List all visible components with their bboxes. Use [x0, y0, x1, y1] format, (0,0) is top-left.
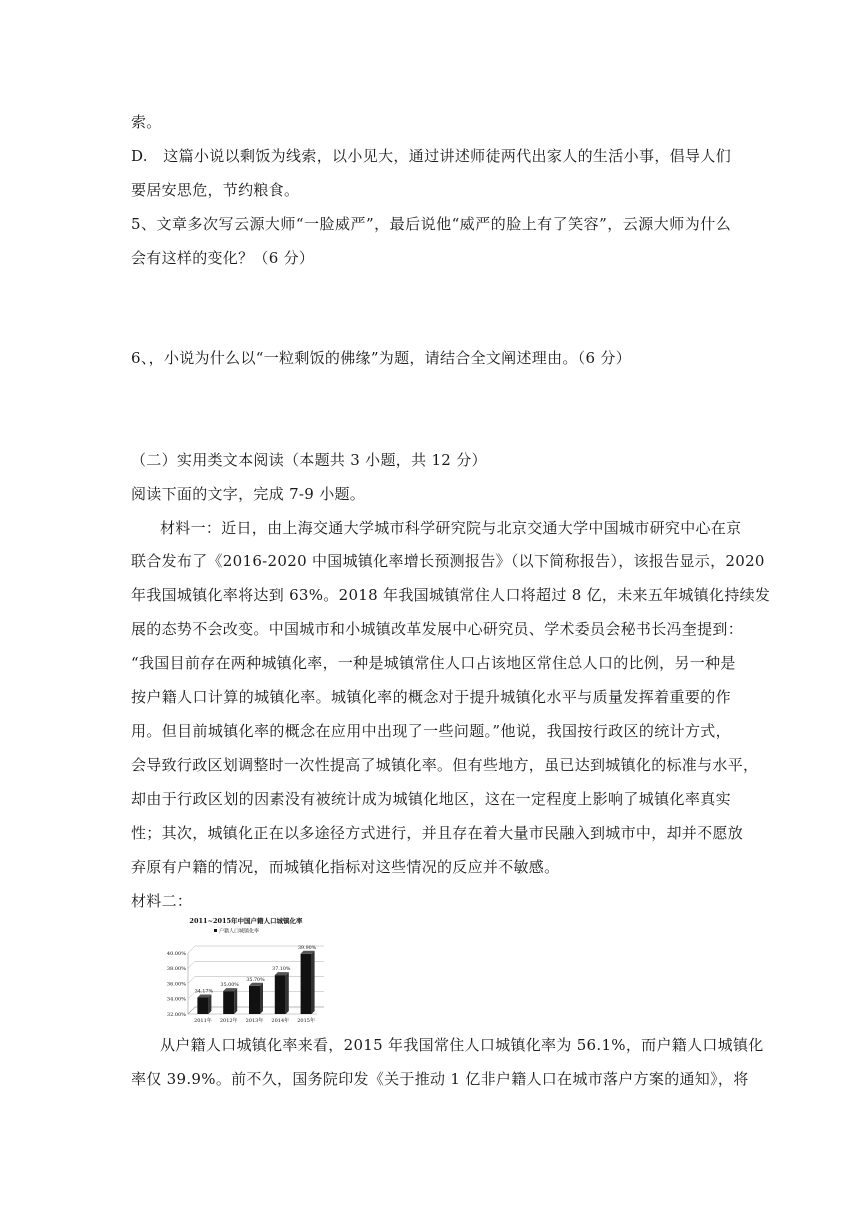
text-line: 从户籍人口城镇化率来看，2015 年我国常住人口城镇化率为 56.1%，而户籍人口城镇化	[160, 1036, 764, 1054]
question-5-line: 5、文章多次写云源大师“一脸威严”，最后说他“威严的脸上有了笑容”，云源大师为什么	[131, 215, 731, 233]
x-tick-label: 2013年	[245, 1018, 264, 1024]
text-line: 展的态势不会改变。中国城市和小城镇改革发展中心研究员、学术委员会秘书长冯奎提到：	[131, 620, 744, 638]
data-label: 37.10%	[272, 967, 291, 973]
x-tick-label: 2014年	[271, 1018, 290, 1024]
bar-side	[208, 994, 211, 1014]
text-line: 却由于行政区划的因素没有被统计成为城镇化地区，这在一定程度上影响了城镇化率真实	[131, 790, 731, 808]
y-tick-label: 32.00%	[166, 1011, 186, 1018]
x-tick-label: 2015年	[297, 1018, 315, 1024]
instruction-line: 阅读下面的文字，完成 7-9 小题。	[131, 485, 366, 503]
text-line: “我国目前存在两种城镇化率，一种是城镇常住人口占该地区常住总人口的比例，另一种是	[131, 654, 736, 672]
question-6-line: 6、，小说为什么以“一粒剩饭的佛缘”为题，请结合全文阐述理由。（6 分）	[131, 349, 631, 367]
bar	[223, 991, 234, 1014]
bar	[275, 975, 286, 1014]
x-tick-label: 2011年	[194, 1018, 212, 1024]
data-label: 39.90%	[297, 945, 317, 951]
text-line: 会导致行政区划调整时一次性提高了城镇化率。但有些地方，虽已达到城镇化的标准与水平，	[131, 756, 759, 774]
text-line: 会有这样的变化？（6 分）	[131, 249, 315, 267]
bar	[197, 997, 208, 1014]
y-tick-label: 36.00%	[166, 981, 186, 988]
bar-side	[312, 951, 315, 1014]
legend-label: 户籍人口城镇化率	[219, 928, 260, 935]
text-line: 弃原有户籍的情况，而城镇化指标对这些情况的反应并不敏感。	[131, 858, 560, 876]
legend-swatch	[214, 929, 217, 932]
data-label: 35.70%	[246, 977, 265, 983]
text-line: 性；其次，城镇化正在以多途径方式进行，并且存在着大量市民融入到城市中，却并不愿放	[131, 824, 744, 842]
data-label: 34.17%	[194, 989, 214, 995]
y-tick-label: 34.00%	[166, 996, 186, 1003]
material-one-line: 材料一：近日，由上海交通大学城市科学研究院与北京交通大学中国城市研究中心在京	[160, 519, 742, 537]
text-line: 要居安思危，节约粮食。	[131, 181, 300, 199]
bar-chart-svg	[156, 913, 336, 1028]
option-d-line: D. 这篇小说以剩饭为线索，以小见大，通过讲述师徒两代出家人的生活小事，倡导人们	[131, 147, 731, 165]
text-line: 率仅 39.9%。前不久，国务院印发《关于推动 1 亿非户籍人口在城市落户方案的通知》，将	[131, 1070, 749, 1088]
bar-side	[234, 988, 237, 1014]
data-label: 35.00%	[220, 983, 239, 989]
y-tick-label: 40.00%	[166, 950, 186, 957]
section-heading: （二）实用类文本阅读（本题共 3 小题，共 12 分）	[131, 451, 487, 469]
text-line: 索。	[131, 113, 162, 131]
text-line: 年我国城镇化率将达到 63%。2018 年我国城镇常住人口将超过 8 亿，未来五年城镇化持续发	[131, 586, 771, 604]
text-line: 联合发布了《2016-2020 中国城镇化率增长预测报告》（以下简称报告），该报告显示，2020	[131, 552, 765, 570]
x-tick-label: 2012年	[219, 1018, 238, 1024]
bar-chart	[156, 913, 336, 1028]
text-line: 用。但目前城镇化率的概念在应用中出现了一些问题。”他说，我国按行政区的统计方式，	[131, 722, 731, 740]
bar	[249, 986, 260, 1014]
bar	[301, 954, 312, 1014]
text-line: 按户籍人口计算的城镇化率。城镇化率的概念对于提升城镇化水平与质量发挥着重要的作	[131, 688, 731, 706]
bar-side	[286, 972, 289, 1014]
bar-side	[260, 983, 263, 1014]
chart-title: 2011~2015年中国户籍人口城镇化率	[189, 917, 303, 925]
y-tick-label: 38.00%	[166, 966, 186, 973]
material-two-label: 材料二：	[131, 892, 193, 910]
